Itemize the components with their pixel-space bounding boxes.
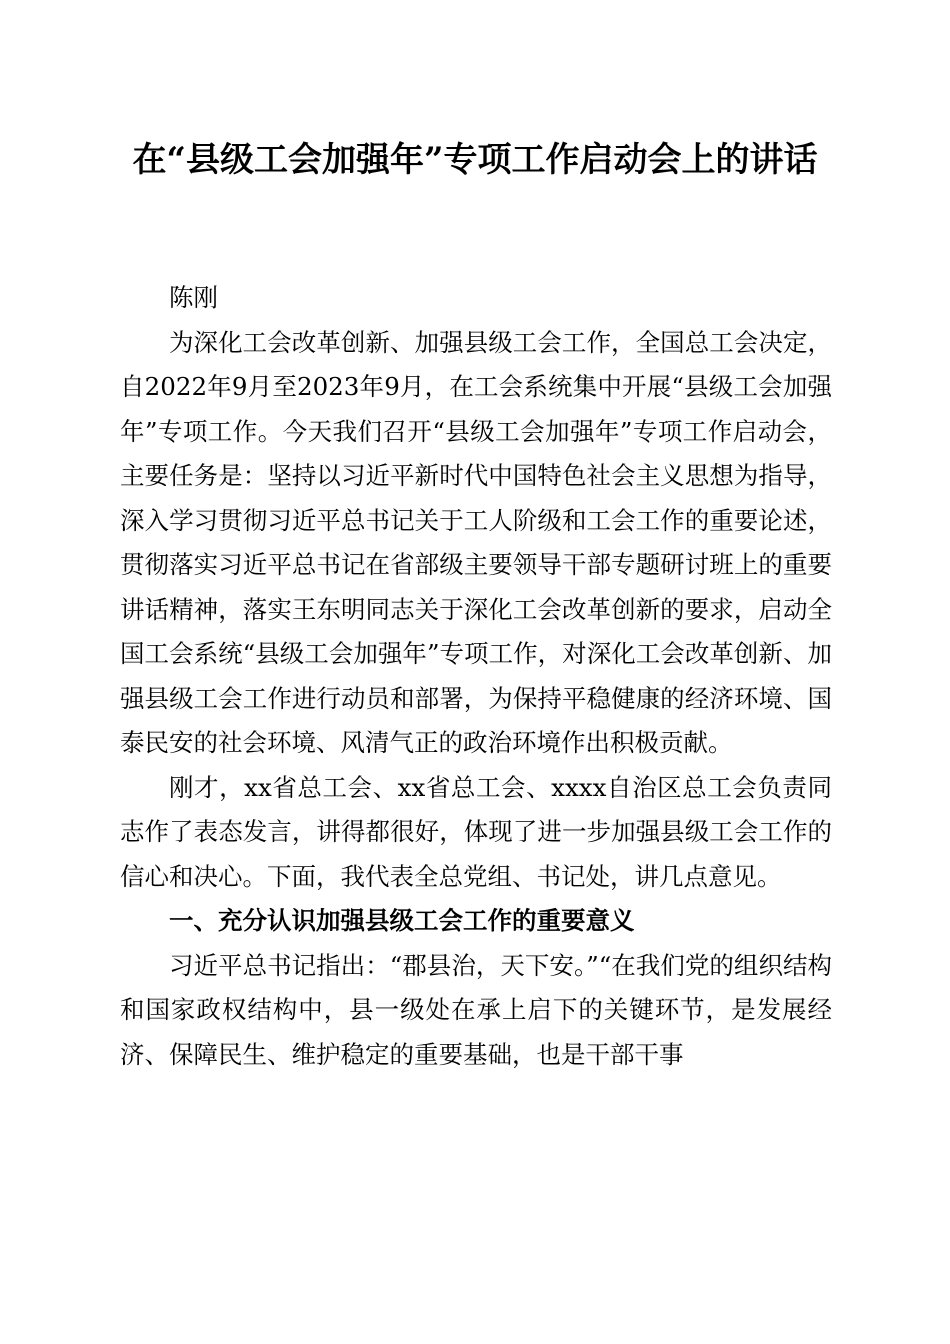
document-body [120,276,832,1077]
second-paragraph: 刚才，xx省总工会、xx省总工会、xxxx自治区总工会负责同志作了表态发言，讲得都很好，体现了进一步加强县级工会工作的信心和决心。下面，我代表全总党组、书记处，讲几点意见。 [120,772,832,891]
document-title: 在“县级工会加强年”专项工作启动会上的讲话 [132,140,818,180]
section-heading: 一、充分认识加强县级工会工作的重要意义 [169,906,635,935]
author-name: 陈刚 [169,283,218,312]
section-paragraph: 习近平总书记指出：“郡县治，天下安。”“在我们党的组织结构和国家政权结构中，县一级处在承上启下的关键环节，是发展经济、保障民生、维护稳定的重要基础，也是干部干事 [120,950,832,1069]
intro-paragraph: 为深化工会改革创新、加强县级工会工作，全国总工会决定，自2022年9月至2023年9月，在工会系统集中开展“县级工会加强年”专项工作。今天我们召开“县级工会加强年”专项工作启动会，主要任务是：坚持以习近平新时代中国特色社会主义思想为指导，深入学习贯彻习近平总书记关于工人阶级和工会工作的重要论述，贯彻落实习近平总书记在省部级主要领导干部专题研讨班上的重要讲话精神，落实王东明同志关于深化工会改革创新的要求，启动全国工会系统“县级工会加强年”专项工作，对深化工会改革创新、加强县级工会工作进行动员和部署，为保持平稳健康的经济环境、国泰民安的社会环境、风清气正的政治环境作出积极贡献。 [120,327,832,757]
